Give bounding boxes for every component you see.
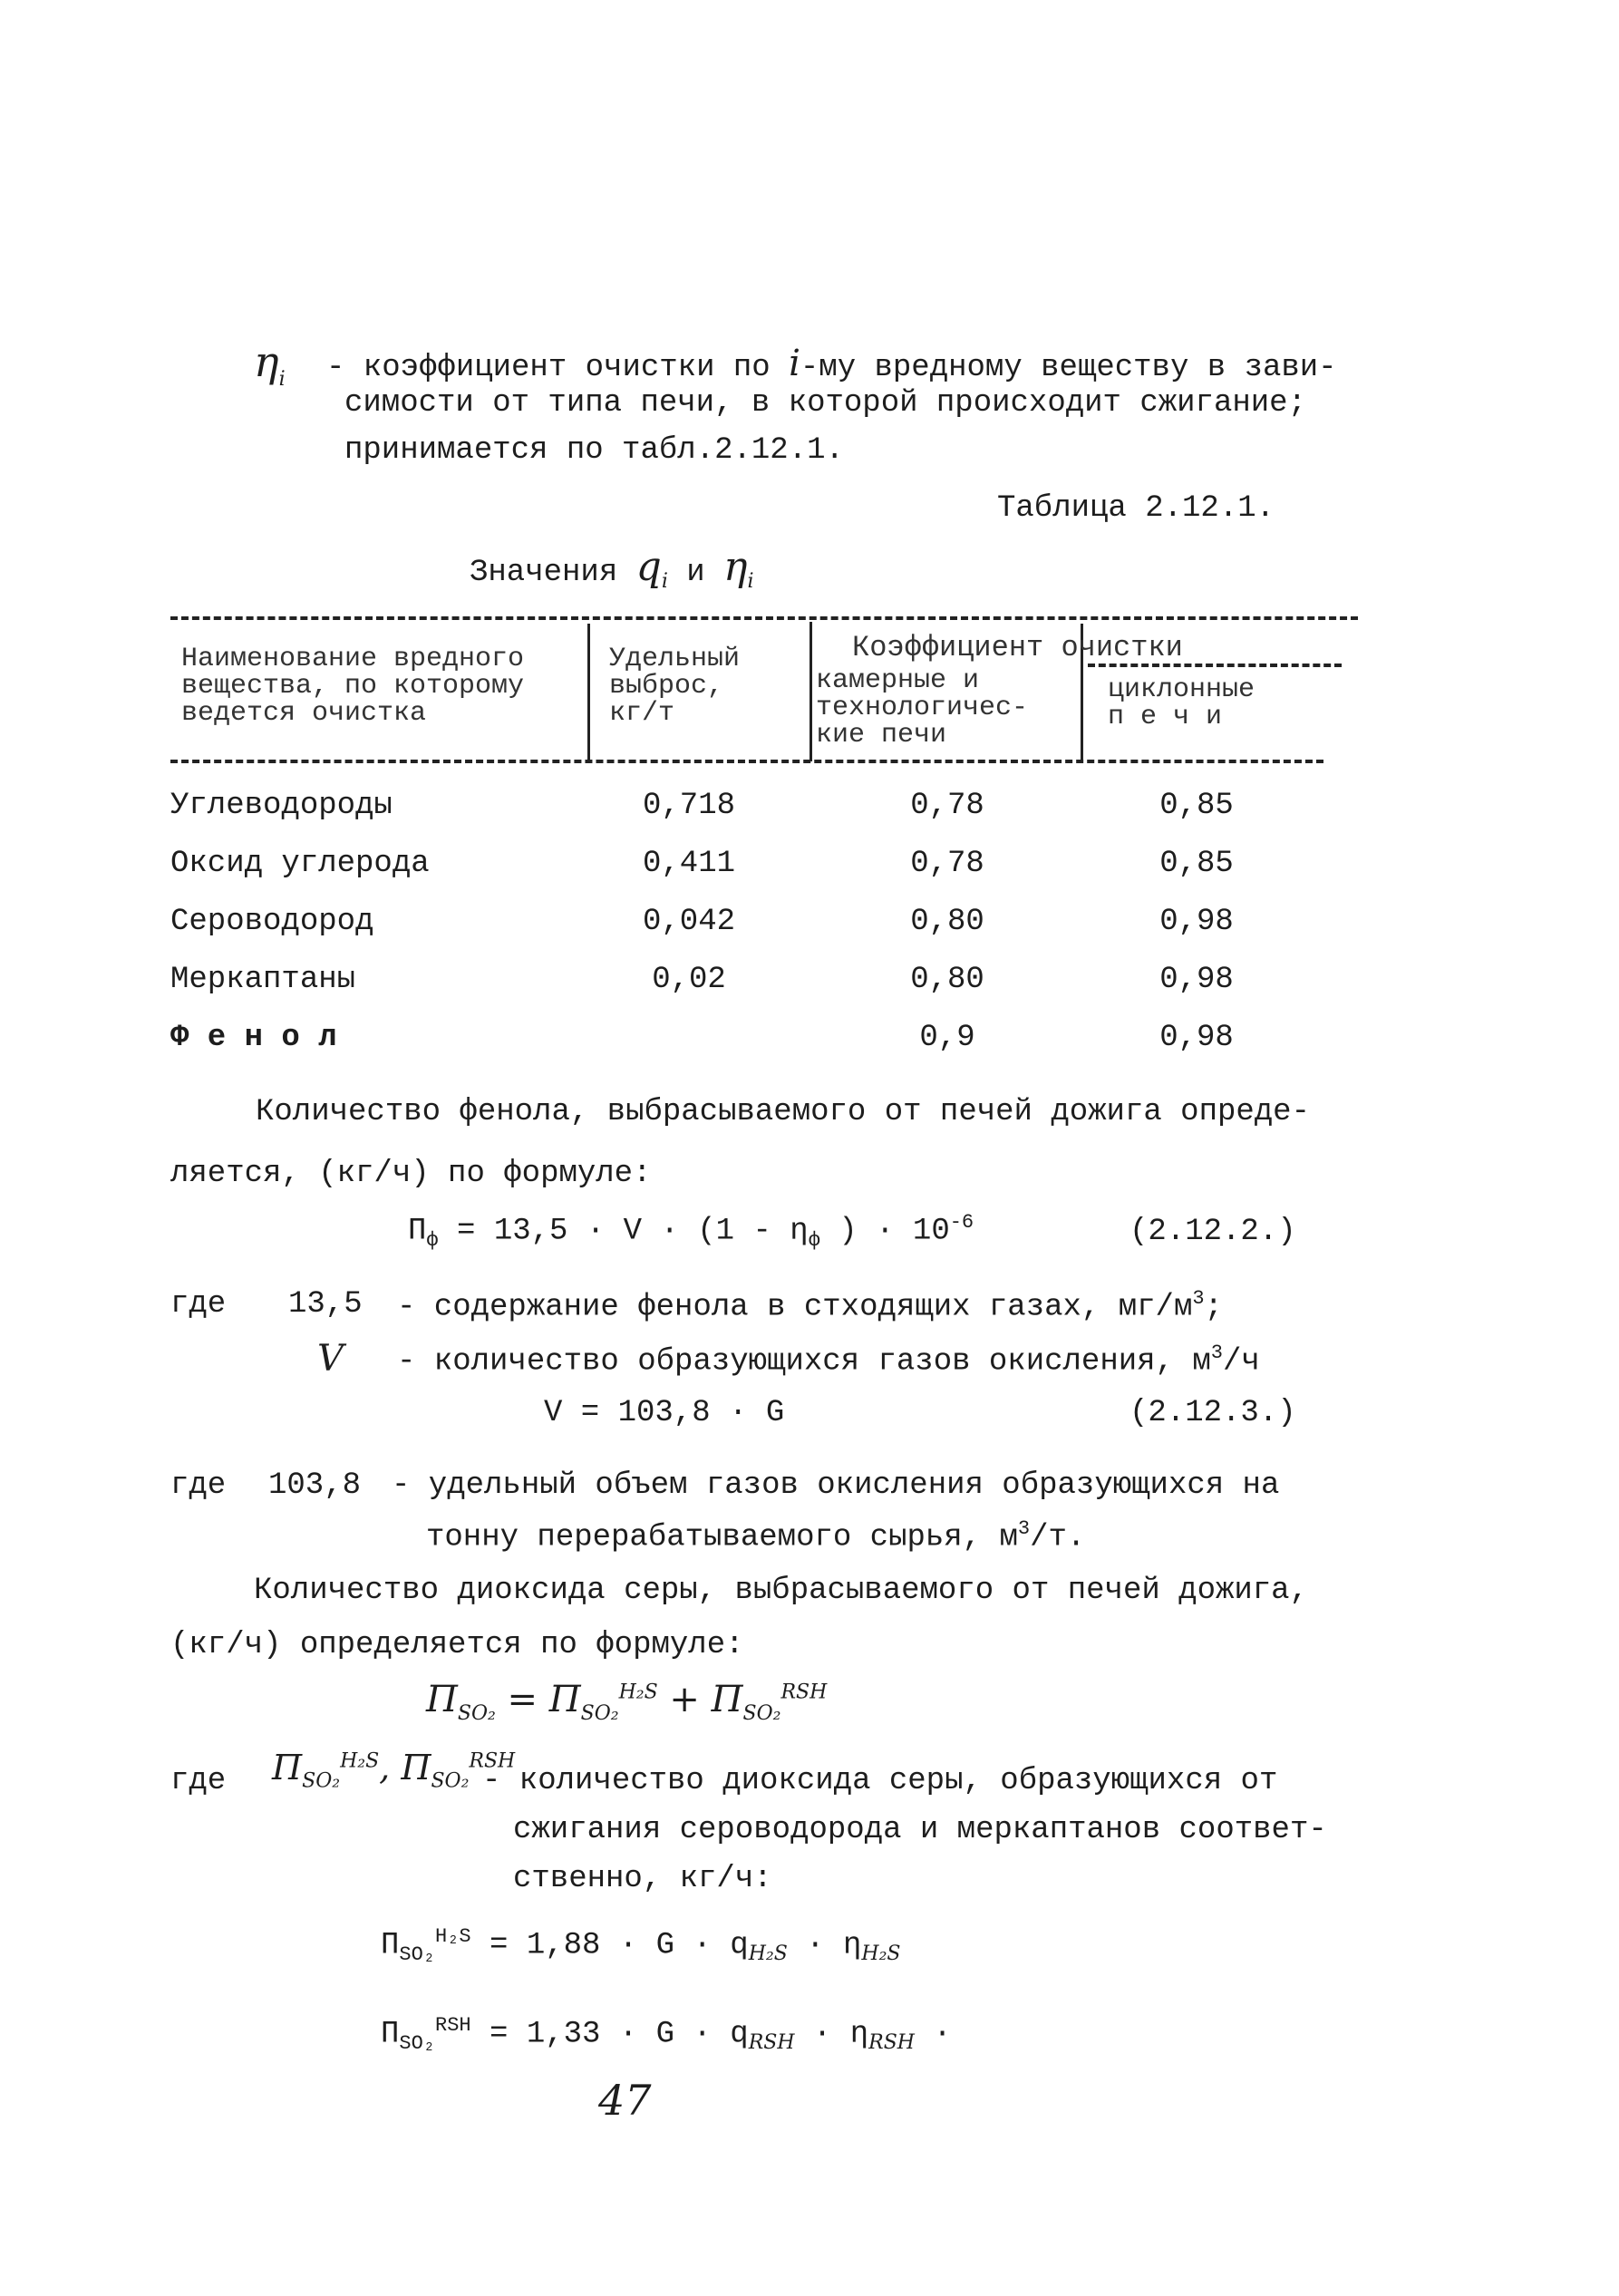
table-top-rule [170,616,1358,620]
where-description-so2: - количество диоксида серы, образующихся от [482,1764,1278,1798]
where-description-103-8-cont: тонну перерабатываемого сырья, $м^3/т$. [426,1517,1086,1555]
row-furnace: 0,80 [910,963,984,997]
col-divider-2 [810,622,812,761]
intro-line-1: - коэффициент очистки по i-му вредному веществу в зави- [326,343,1337,385]
paragraph-phenol-line-1: Количество фенола, выбрасываемого от печей дожига опреде- [256,1095,1310,1129]
row-emission: 0,02 [652,963,726,997]
header-emission: Удельный выброс, кг/т [609,644,741,729]
row-name: Ф е н о л [170,1021,337,1055]
where-symbol-v: V [317,1338,344,1380]
header-chamber-furnaces: камерные и технологичес- кие печи [816,665,1029,751]
row-name: Меркаптаны [170,963,356,997]
where-label: где [170,1468,227,1503]
row-name: Сероводород [170,905,374,939]
row-furnace: 0,9 [919,1021,975,1055]
where-description-so2-cont-2: ственно, кг/ч: [513,1862,772,1896]
eta-symbol: $\eta_i$ [254,337,286,392]
header-substance: Наименование вредного вещества, по которому ведется очистка [181,644,525,729]
formula-2-12-2: $П_ф = 13,5 \cdot V \cdot (1 - \eta_ф$ ) · $10^{-6}$ [408,1211,974,1253]
paragraph-so2-line-2: (кг/ч) определяется по формуле: [170,1628,744,1662]
formula-2-12-3: V = 103,8 · G [544,1396,785,1430]
formula-so2-total: $П_{SO_2} = П_{SO_2}^{H_2S} + П_{SO_2}^{RSH}$ [426,1679,828,1725]
row-emission: 0,411 [642,847,736,881]
row-cyclone: 0,98 [1159,905,1234,939]
table-label: Таблица 2.12.1. [997,491,1275,526]
formula-number-2-12-3: (2.12.3.) [1129,1396,1296,1430]
paragraph-phenol-line-2: ляется, (кг/ч) по формуле: [170,1157,652,1191]
intro-line-2: симости от типа печи, в которой происходит сжигание; [344,386,1306,421]
row-cyclone: 0,85 [1159,847,1234,881]
header-cyclone-furnaces: циклонные п е ч и [1108,674,1255,732]
table-caption: Значения $q_i$ и $\eta_i$ [470,544,754,593]
row-furnace: 0,78 [910,789,984,823]
where-value-13-5: 13,5 [288,1287,363,1322]
header-coef-group: Коэффициент очистки [852,631,1183,664]
row-name: Оксид углерода [170,847,430,881]
intro-line-3: принимается по табл.2.12.1. [344,433,844,468]
row-furnace: 0,80 [910,905,984,939]
row-cyclone: 0,98 [1159,963,1234,997]
col-divider-1 [587,624,590,761]
table-header-rule [170,760,1323,763]
row-name: Углеводороды [170,789,393,823]
where-description-v: - количество образующихся газов окисления, $м^3/ч$ [397,1342,1260,1380]
where-label: где [170,1764,227,1798]
formula-number-2-12-2: (2.12.2.) [1129,1215,1296,1249]
where-symbols-so2: $П_{SO_2}^{H_2S}$, $П_{SO_2}^{RSH}$ [272,1748,516,1793]
row-emission: 0,718 [642,789,736,823]
paragraph-so2-line-1: Количество диоксида серы, выбрасываемого от печей дожига, [254,1574,1308,1608]
row-emission: 0,042 [642,905,736,939]
row-furnace: 0,78 [910,847,984,881]
where-description-103-8: - удельный объем газов окисления образующихся на [392,1468,1280,1503]
page-number: 47 [598,2076,652,2125]
where-description-so2-cont-1: сжигания сероводорода и меркаптанов соотвeт- [513,1813,1327,1847]
where-description-13-5: - содержание фенола в стходящих газах, $мг/м^3$; [397,1287,1223,1325]
formula-so2-h2s: $П_{SO_2}^{H_2S} = 1,88 \cdot G \cdot q_{H_2S} \cdot \eta_{H_2S}$ [381,1925,901,1967]
formula-so2-rsh: $П_{SO_2}^{RSH} = 1,33 \cdot G \cdot q_{RSH} \cdot \eta_{RSH}$ · [381,2014,952,2056]
where-value-103-8: 103,8 [268,1468,362,1503]
row-cyclone: 0,98 [1159,1021,1234,1055]
row-cyclone: 0,85 [1159,789,1234,823]
where-label: где [170,1287,227,1322]
